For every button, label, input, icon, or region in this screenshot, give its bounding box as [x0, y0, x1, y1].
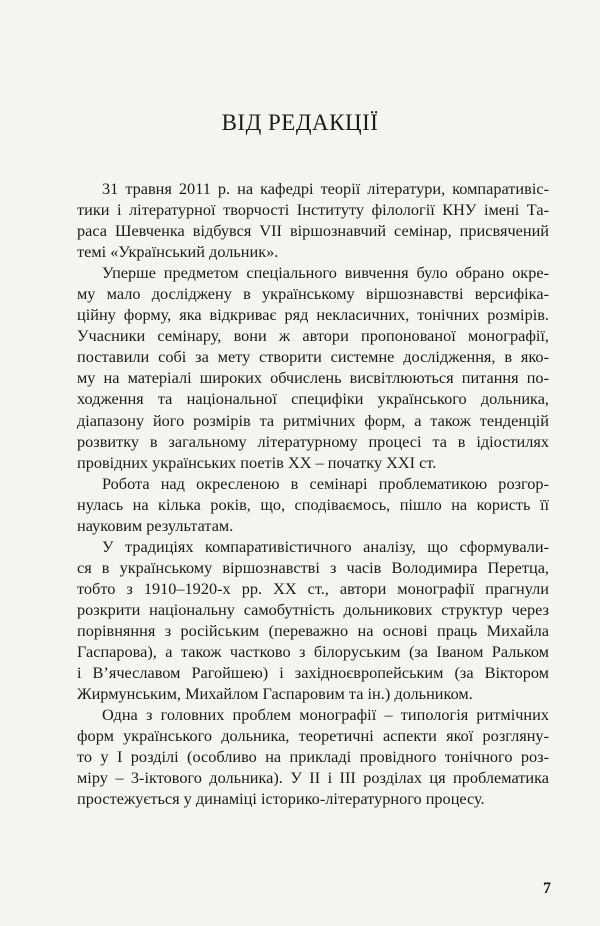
text-line: Учасники семінару, вони ж автори пропонованої монографії, [77, 326, 549, 346]
text-line: му на матеріалі широких обчислень висвітлюються питання по- [77, 368, 549, 388]
text-line: Уперше предметом спеціального вивчення було обрано окре- [102, 263, 549, 283]
text-line: темі «Український дольник». [77, 242, 279, 262]
text-line: тобто з 1910–1920-х рр. XX ст., автори монографії прагнули [77, 578, 549, 598]
text-line: і В’ячеславом Рагойшею) і західноєвропейським (за Віктором [77, 663, 549, 683]
text-line: науковим результатам. [77, 515, 234, 535]
text-line: ходження та національної специфіки українського дольника, [77, 389, 549, 409]
text-line: тики і літературної творчості Інституту філології КНУ імені Та- [77, 200, 549, 220]
text-line: простежується у динаміці історико-літературного процесу. [77, 789, 485, 809]
text-line: міру – 3-іктового дольника). У II і III розділах ця проблематика [77, 768, 549, 788]
text-line: поставили собі за мету створити системне дослідження, в яко- [77, 347, 549, 367]
body-text [77, 178, 549, 809]
text-line: порівняння з російським (переважно на основі праць Михайла [77, 620, 549, 640]
text-line: нулась на кілька років, що, сподіваємось, пішло на користь її [77, 494, 549, 514]
text-line: 31 травня 2011 р. на кафедрі теорії літератури, компаративіс- [102, 179, 549, 198]
text-line: му мало досліджену в українському віршознавстві версифіка- [77, 284, 549, 304]
text-line: ційну форму, яка відкриває ряд некласичних, тонічних розмірів. [77, 305, 549, 325]
text-line: то у I розділі (особливо на прикладі провідного тонічного роз- [77, 747, 549, 767]
text-line: раса Шевченка відбувся VII віршознавчий семінар, присвячений [77, 221, 549, 241]
page-title: ВІД РЕДАКЦІЇ [221, 110, 379, 135]
text-line: У традиціях компаративістичного аналізу, що сформували- [102, 536, 549, 556]
text-line: форм українського дольника, теоретичні аспекти якої розгляну- [77, 726, 549, 746]
text-line: Жирмунським, Михайлом Гаспаровим та ін.) дольником. [77, 684, 473, 704]
text-line: провідних українських поетів XX – початку XXI ст. [77, 452, 437, 472]
text-line: ся в українському віршознавстві з часів Володимира Перетца, [77, 557, 549, 577]
page-number: 7 [543, 880, 551, 897]
text-line: розвитку в загальному літературному процесі та в ідіостилях [77, 431, 549, 451]
text-line: Робота над окресленою в семінарі проблематикою розгор- [102, 473, 549, 493]
text-line: Гаспарова), а також частково з білоруським (за Іваном Ральком [77, 642, 549, 662]
text-line: діапазону його розмірів та ритмічних форм, а також тенденцій [77, 410, 549, 430]
text-line: Одна з головних проблем монографії – типологія ритмічних [102, 705, 549, 725]
text-line: розкрити національну самобутність дольникових структур через [77, 599, 549, 619]
